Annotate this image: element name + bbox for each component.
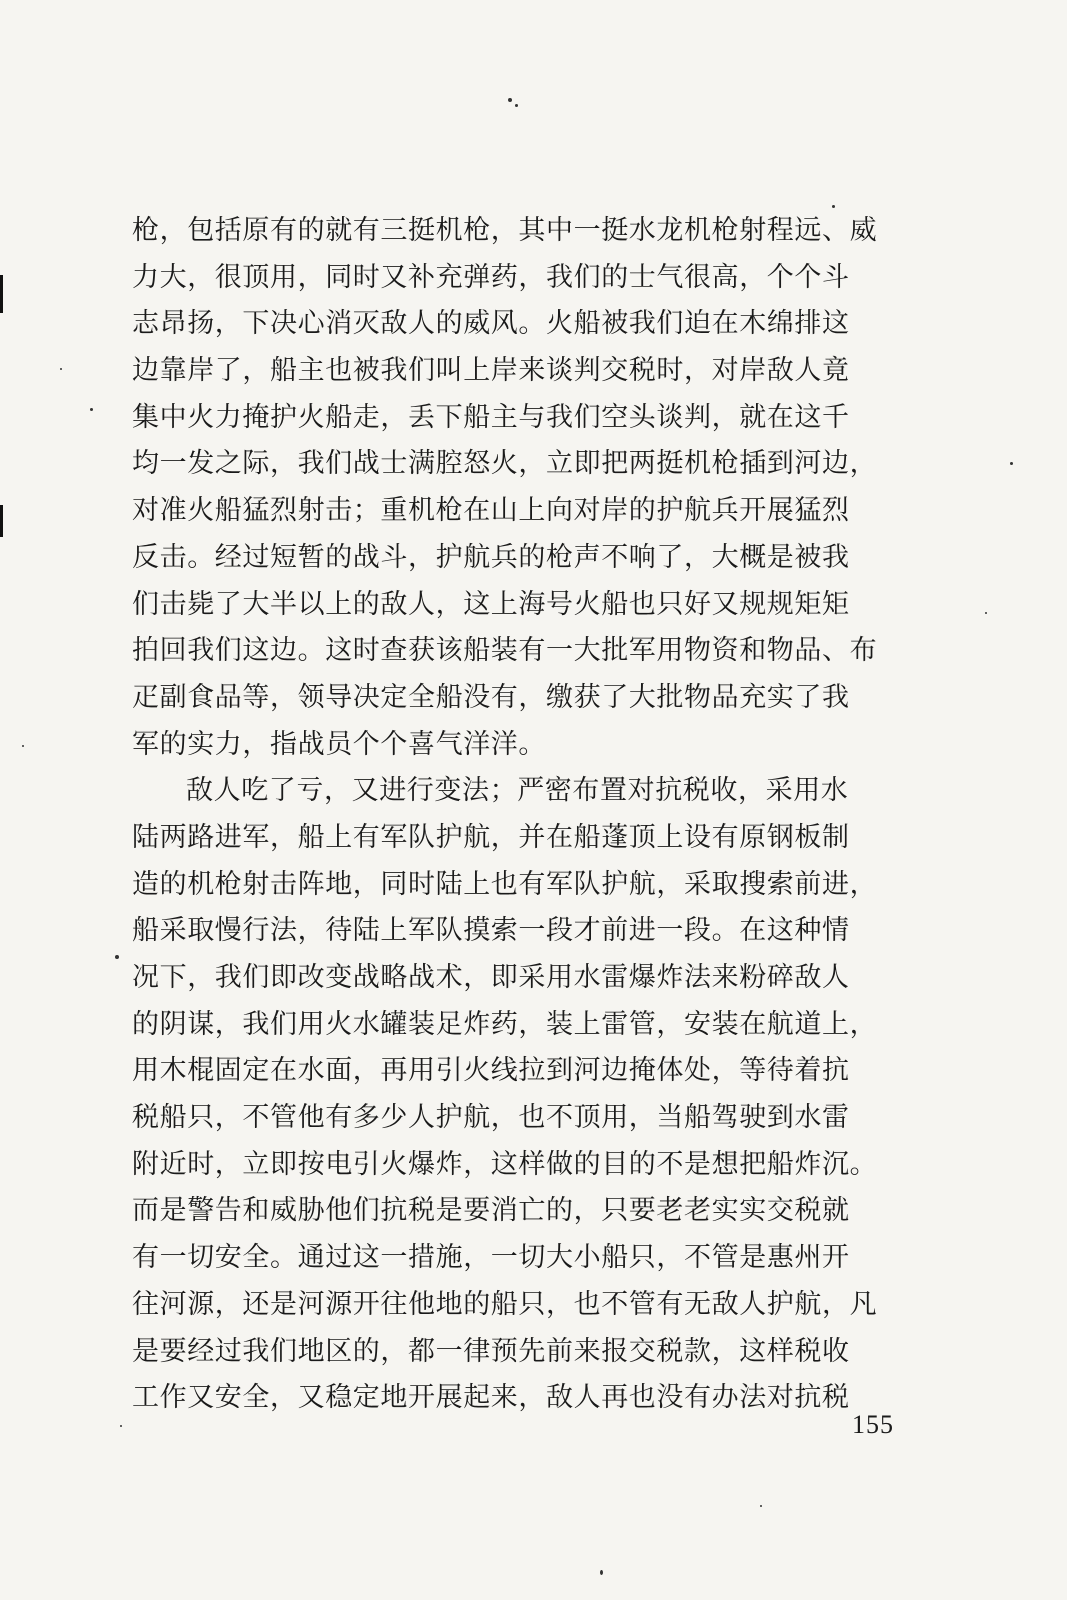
text-line: 均一发之际，我们战士满腔怒火，立即把两挺机枪插到河边， — [132, 448, 878, 480]
text-line: 反击。经过短暂的战斗，护航兵的枪声不响了，大概是被我 — [132, 541, 850, 573]
text-line: 往河源，还是河源开往他地的船只，也不管有无敌人护航，凡 — [132, 1288, 878, 1320]
scan-speck — [600, 1570, 603, 1575]
scan-speck — [22, 745, 24, 747]
text-line: 有一切安全。通过这一措施，一切大小船只，不管是惠州开 — [132, 1242, 850, 1274]
text-line: 军的实力，指战员个个喜气洋洋。 — [132, 728, 546, 760]
text-line: 对准火船猛烈射击；重机枪在山上向对岸的护航兵开展猛烈 — [132, 495, 850, 527]
scan-speck — [115, 955, 119, 959]
text-line: 边靠岸了，船主也被我们叫上岸来谈判交税时，对岸敌人竟 — [132, 355, 850, 387]
text-line: 拍回我们这边。这时查获该船装有一大批军用物资和物品、布 — [132, 635, 878, 667]
scan-margin-mark — [0, 505, 3, 537]
text-line: 附近时，立即按电引火爆炸，这样做的目的不是想把船炸沉。 — [132, 1148, 878, 1180]
scan-speck — [832, 205, 835, 208]
text-line: 工作又安全，又稳定地开展起来，敌人再也没有办法对抗税 — [132, 1382, 850, 1414]
text-line: 们击毙了大半以上的敌人，这上海号火船也只好又规规矩矩 — [132, 588, 850, 620]
scan-speck — [120, 1425, 122, 1427]
paragraph-start-line: 敌人吃了亏，又进行变法；严密布置对抗税收，采用水 — [186, 775, 849, 807]
text-line: 疋副食品等，领导决定全船没有，缴获了大批物品充实了我 — [132, 681, 850, 713]
text-line: 造的机枪射击阵地，同时陆上也有军队护航，采取搜索前进， — [132, 868, 878, 900]
body-text — [132, 208, 952, 1422]
text-line: 用木棍固定在水面，再用引火线拉到河边掩体处，等待着抗 — [132, 1055, 850, 1087]
text-line: 税船只，不管他有多少人护航，也不顶用，当船驾驶到水雷 — [132, 1102, 850, 1134]
scan-speck — [985, 612, 987, 614]
page-number: 155 — [852, 1410, 894, 1439]
scan-speck — [90, 408, 93, 411]
scan-speck — [760, 1505, 762, 1507]
text-line: 力大，很顶用，同时又补充弹药，我们的士气很高，个个斗 — [132, 261, 850, 293]
text-line: 枪，包括原有的就有三挺机枪，其中一挺水龙机枪射程远、威 — [132, 215, 878, 246]
scan-speck — [508, 98, 512, 102]
scan-speck — [515, 104, 518, 107]
scan-margin-mark — [0, 275, 3, 313]
text-line: 志昂扬，下决心消灭敌人的威风。火船被我们迫在木绵排这 — [132, 308, 850, 340]
scan-speck — [60, 368, 62, 370]
text-line: 集中火力掩护火船走，丢下船主与我们空头谈判，就在这千 — [132, 401, 850, 433]
text-line: 而是警告和威胁他们抗税是要消亡的，只要老老实实交税就 — [132, 1195, 850, 1227]
scan-speck — [1010, 462, 1013, 465]
text-line: 船采取慢行法，待陆上军队摸索一段才前进一段。在这种情 — [132, 915, 850, 947]
text-line: 是要经过我们地区的，都一律预先前来报交税款，这样税收 — [132, 1335, 850, 1367]
text-line: 况下，我们即改变战略战术，即采用水雷爆炸法来粉碎敌人 — [132, 962, 850, 993]
text-line: 陆两路进军，船上有军队护航，并在船蓬顶上设有原钢板制 — [132, 821, 850, 853]
text-line: 的阴谋，我们用火水罐装足炸药，装上雷管，安装在航道上， — [132, 1008, 878, 1040]
